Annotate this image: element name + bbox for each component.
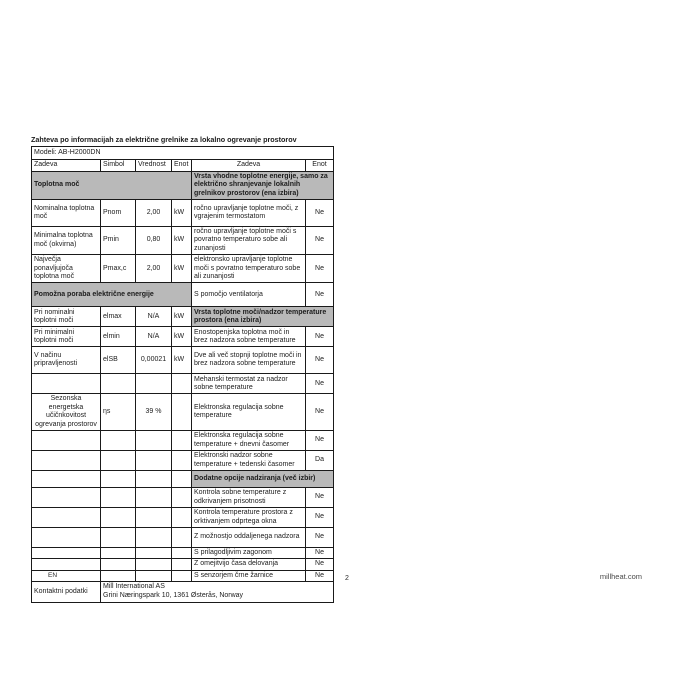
footer-page-number: 2 (345, 575, 349, 582)
right-item-label: Mehanski termostat za nadzor sobne temperature (192, 374, 306, 394)
section-header-cell: Vrsta toplotne moči/nadzor temperature prostora (ena izbira) (192, 307, 334, 327)
header-value: Vrednost (136, 159, 172, 171)
table-row (32, 327, 334, 347)
table-row (32, 508, 334, 528)
table-row (32, 171, 334, 199)
contact-row (32, 582, 334, 603)
contact-address (101, 582, 334, 603)
value-cell (136, 374, 172, 394)
answer-cell: Ne (306, 227, 334, 255)
row-item-label (32, 559, 101, 570)
right-item-label: Kontrola sobne temperature z odkrivanjem prisotnosti (192, 488, 306, 508)
header-subject-left: Zadeva (32, 159, 101, 171)
row-item-label (32, 528, 101, 548)
symbol-cell: elSB (101, 347, 136, 374)
table-row (32, 200, 334, 227)
unit-cell (172, 528, 192, 548)
right-item-label: S senzorjem črne žarnice (192, 570, 306, 581)
header-subject-right: Zadeva (192, 159, 306, 171)
answer-cell: Ne (306, 508, 334, 528)
answer-cell: Ne (306, 327, 334, 347)
unit-cell (172, 471, 192, 488)
symbol-cell (101, 451, 136, 471)
header-unit-left: Enot (172, 159, 192, 171)
answer-cell: Ne (306, 283, 334, 307)
value-cell (136, 528, 172, 548)
value-cell: 2,00 (136, 255, 172, 283)
right-item-label: ročno upravljanje toplotne moči s povratno temperaturo sobe ali zunanjosti (192, 227, 306, 255)
answer-cell: Ne (306, 431, 334, 451)
unit-cell (172, 394, 192, 431)
row-item-label (32, 548, 101, 559)
symbol-cell: Pnom (101, 200, 136, 227)
row-item-label (32, 508, 101, 528)
table-row (32, 488, 334, 508)
unit-cell: kW (172, 307, 192, 327)
contact-label: Kontaktni podatki (32, 582, 101, 603)
header-symbol: Simbol (101, 159, 136, 171)
right-item-label: Enostopenjska toplotna moč in brez nadzora sobne temperature (192, 327, 306, 347)
section-header-cell: Toplotna moč (32, 171, 192, 199)
right-item-label: Z omejitvijo časa delovanja (192, 559, 306, 570)
symbol-cell (101, 559, 136, 570)
unit-cell: kW (172, 227, 192, 255)
answer-cell: Ne (306, 548, 334, 559)
right-item-label: Elektronska regulacija sobne temperature + dnevni časomer (192, 431, 306, 451)
symbol-cell: Pmin (101, 227, 136, 255)
value-cell (136, 451, 172, 471)
unit-cell: kW (172, 327, 192, 347)
answer-cell: Ne (306, 255, 334, 283)
value-cell: N/A (136, 307, 172, 327)
value-cell (136, 559, 172, 570)
row-item-label: Sezonska energetska učičnkovitost ogrevanja prostorov (32, 394, 101, 431)
symbol-cell: elmin (101, 327, 136, 347)
unit-cell (172, 570, 192, 581)
row-item-label: Pri minimalni toplotni moči (32, 327, 101, 347)
value-cell: 0,80 (136, 227, 172, 255)
footer-language-code: EN (48, 572, 58, 579)
symbol-cell: elmax (101, 307, 136, 327)
row-item-label: V načinu pripravljenosti (32, 347, 101, 374)
right-item-label: ročno upravljanje toplotne moči, z vgrajenim termostatom (192, 200, 306, 227)
row-item-label: Nominalna toplotna moč (32, 200, 101, 227)
right-item-label: Elektronska regulacija sobne temperature (192, 394, 306, 431)
table-row (32, 528, 334, 548)
model-identifier: Modeli: AB-H2000DN (32, 146, 334, 159)
row-item-label (32, 374, 101, 394)
right-item-label: elektronsko upravljanje toplotne moči s povratno temperaturo sobe ali zunanjosti (192, 255, 306, 283)
unit-cell: kW (172, 347, 192, 374)
right-item-label: Z možnostjo oddaljenega nadzora (192, 528, 306, 548)
table-row (32, 374, 334, 394)
document-page (31, 136, 335, 603)
row-item-label (32, 488, 101, 508)
table-row (32, 559, 334, 570)
right-item-label: Elektronski nadzor sobne temperature + tedenski časomer (192, 451, 306, 471)
value-cell: N/A (136, 327, 172, 347)
symbol-cell (101, 570, 136, 581)
value-cell (136, 508, 172, 528)
contact-company: Mill International AS (103, 583, 165, 591)
value-cell: 2,00 (136, 200, 172, 227)
table-row (32, 347, 334, 374)
right-item-label: Kontrola temperature prostora z orktivanjem odprtega okna (192, 508, 306, 528)
answer-cell: Ne (306, 200, 334, 227)
unit-cell: kW (172, 200, 192, 227)
answer-cell: Ne (306, 347, 334, 374)
spec-table (31, 146, 334, 603)
table-row (32, 227, 334, 255)
value-cell (136, 471, 172, 488)
symbol-cell (101, 431, 136, 451)
row-item-label (32, 570, 101, 581)
row-item-label: Največja ponavljujoča toplotna moč (32, 255, 101, 283)
section-header-cell: Pomožna poraba električne energije (32, 283, 192, 307)
table-row (32, 570, 334, 581)
table-row (32, 394, 334, 431)
section-header-cell: Dodatne opcije nadziranja (več izbir) (192, 471, 334, 488)
unit-cell (172, 548, 192, 559)
value-cell (136, 548, 172, 559)
right-item-label: Dve ali več stopnji toplotne moči in brez nadzora sobne temperature (192, 347, 306, 374)
page-title: Zahteva po informacijah za električne grelnike za lokalno ogrevanje prostorov (31, 135, 297, 144)
unit-cell: kW (172, 255, 192, 283)
table-body (32, 171, 334, 581)
answer-cell: Ne (306, 394, 334, 431)
unit-cell (172, 431, 192, 451)
column-header-row (32, 159, 334, 171)
table-row (32, 431, 334, 451)
row-item-label (32, 471, 101, 488)
unit-cell (172, 374, 192, 394)
answer-cell: Ne (306, 559, 334, 570)
value-cell (136, 570, 172, 581)
symbol-cell: ηs (101, 394, 136, 431)
symbol-cell (101, 548, 136, 559)
answer-cell: Ne (306, 528, 334, 548)
answer-cell: Da (306, 451, 334, 471)
answer-cell: Ne (306, 570, 334, 581)
symbol-cell: Pmax,c (101, 255, 136, 283)
table-row (32, 471, 334, 488)
value-cell (136, 431, 172, 451)
table-row (32, 255, 334, 283)
table-row (32, 283, 334, 307)
right-item-label: S pomočjo ventilatorja (192, 283, 306, 307)
symbol-cell (101, 528, 136, 548)
answer-cell: Ne (306, 488, 334, 508)
symbol-cell (101, 471, 136, 488)
answer-cell: Ne (306, 374, 334, 394)
contact-street: Grini Næringspark 10, 1361 Østerås, Norway (103, 591, 244, 599)
symbol-cell (101, 508, 136, 528)
row-item-label: Minimalna toplotna moč (okvirna) (32, 227, 101, 255)
unit-cell (172, 508, 192, 528)
header-unit-right: Enot (306, 159, 334, 171)
value-cell: 39 % (136, 394, 172, 431)
symbol-cell (101, 488, 136, 508)
value-cell (136, 488, 172, 508)
section-header-cell: Vrsta vhodne toplotne energije, samo za električno shranjevanje lokalnih grelnikov prostorov (ena izbira) (192, 171, 334, 199)
model-row (32, 146, 334, 159)
row-item-label (32, 431, 101, 451)
table-row (32, 548, 334, 559)
row-item-label: Pri nominalni toplotni moči (32, 307, 101, 327)
footer-website: millheat.com (599, 572, 642, 581)
value-cell: 0,00021 (136, 347, 172, 374)
unit-cell (172, 559, 192, 570)
symbol-cell (101, 374, 136, 394)
unit-cell (172, 488, 192, 508)
table-row (32, 451, 334, 471)
right-item-label: S prilagodljivim zagonom (192, 548, 306, 559)
table-row (32, 307, 334, 327)
row-item-label (32, 451, 101, 471)
unit-cell (172, 451, 192, 471)
